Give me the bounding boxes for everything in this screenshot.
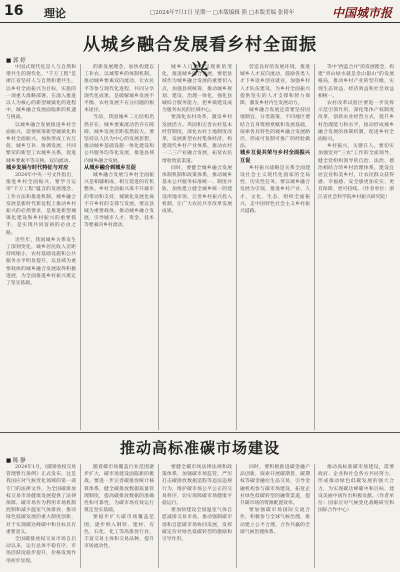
- paragraph: 同时，要健全城乡融合发展体制机制和政策体系，推动城乡基本公共服务标准统一、制度并轨，加快建立健全城乡统一的建设用地市场，完善乡村振兴投入机制，让广大农民共享改革发展成果。: [162, 165, 232, 215]
- column-divider: [236, 464, 237, 568]
- column-divider: [158, 64, 159, 430]
- paragraph: 城乡融合发展还需要坚持因地制宜、分类施策，不同地区要结合自身资源禀赋和发展基础，探索各具特色的城乡融合发展路径，形成可复制可推广的经验做法。: [240, 108, 310, 150]
- paragraph: 中国式现代化是人与自然和谐共生的现代化，"千万工程"是浙江省坚持人与自然和谐共生，以乡村全面振兴为目标，实施的一项重大战略部署。在深入推进以人为核心的新型城镇化的进程中，城乡融合发展面临新的机遇与挑战。: [6, 65, 76, 121]
- paragraph: 等中"西蓝合并"的发展理念，构建"青山绿水就是金山银山"的发展格局，推动乡村产业转型升级，实现生态效益、经济效益和社会效益相统一。: [318, 65, 394, 99]
- paragraph: 要健全碳市场法律法规和政策体系，加强碳市场监管，严厉打击碳排放数据造假等违法违规行为，维护碳市场公平公正的交易秩序，切实保障碳市场健康平稳运行。: [162, 465, 232, 507]
- subheading: 从城乡融合到城乡互促: [84, 164, 136, 171]
- dateline: □2024年7月1日 星期一 □本版编辑 熊 □本版美编 张倚年: [150, 10, 295, 16]
- paragraph: 同时，要积极推进碳金融产品创新，探索开展碳期货、碳期权等碳金融衍生品交易，引导金融机构参与碳市场建设，拓宽企业绿色低碳转型的融资渠道，提升碳市场的资源配置效率。: [240, 465, 310, 507]
- article1-column-5: [318, 64, 394, 430]
- article2-column-5: [318, 464, 394, 568]
- article1-column-3: [162, 64, 232, 430]
- paragraph: 要稳步扩大碳市场覆盖范围，逐步纳入钢铁、建材、有色、石化、化工等高排放行业，丰富交易主体和交易品种，提升市场流动性。: [84, 515, 154, 550]
- paragraph: 全国碳排放权交易市场自启动以来，运行总体平稳有序，市场活跃度稳步提升，价格发现作用初步显现。: [6, 537, 76, 564]
- subheading: 城乡发展与时代特征与对应: [6, 164, 69, 171]
- article1-headline: 从城乡融合发展看乡村全面振兴: [83, 35, 317, 80]
- article1-author: ■ 郭 婷: [6, 58, 26, 64]
- paragraph: 要加快建设全国温室气体自愿减排交易市场，推动强制碳市场和自愿碳市场协同发展，发挥碳定价对绿色低碳转型的激励和引导作用。: [162, 508, 232, 543]
- article2-column-4: [240, 464, 310, 568]
- article-separator: [0, 432, 400, 433]
- paragraph: 城乡人口流动呈现新的变化，推进城乡融合发展，要把县域作为城乡融合发展的重要切入点，加强县域统筹，推动城乡规划、建设、治理一体化，强化县城综合服务能力，把乡镇建设成为服务农民的区域中心。: [162, 65, 232, 114]
- article2-column-2: [84, 464, 154, 568]
- article2-headline: 推动高标准碳市场建设: [119, 439, 280, 457]
- newspaper-logo: 中国城市报: [331, 6, 392, 20]
- paragraph: 以城乡融合发展推进乡村全面振兴，需要统筹新型城镇化和乡村全面振兴，加快形成工农互促、城乡互补、协调发展、共同繁荣的新型工农城乡关系，促进城乡要素平等交换、双向流动。: [6, 122, 76, 164]
- paragraph: 近些年，我国城乡关系发生了深刻变化，城乡居民收入差距持续缩小，农村基础设施和公共服务水平明显提升，以县域为重要载体的城乡融合发展取得积极进展，为全面推进乡村振兴奠定了坚实基础。: [6, 237, 76, 287]
- paragraph: 农村改革试验区要进一步发挥示范引领作用，深化集体产权制度改革，创新农业经营方式，提升乡村治理能力和水平，推动形成城乡融合发展的体制机制，促进乡村全面振兴。: [318, 101, 394, 143]
- article2-column-3: [162, 464, 232, 568]
- column-divider: [80, 64, 81, 430]
- page-header: [0, 0, 400, 23]
- column-divider: [314, 64, 315, 430]
- column-divider: [158, 464, 159, 568]
- column-divider: [314, 464, 315, 568]
- paragraph: 乡村振兴，关键在人。要切实加强党对"三农"工作的全面领导，健全党组织领导的自治、法治、德治相结合的乡村治理体系，建设宜居宜业和美乡村，让农民群众获得感、幸福感、安全感更加充实、更有保障、更可持续。（作者单位：浙江省社会科学院乡村振兴研究院）: [318, 144, 394, 200]
- column-divider: [80, 464, 81, 568]
- paragraph: 的新发展理念，加快构建以工补农、以城带乡的体制机制。推动城乡要素双向流动，让农民平等参与现代化进程、共同分享现代化成果，是破解城乡发展不平衡、农村发展不充分问题的根本途径。: [84, 65, 154, 114]
- paragraph: 要加强碳市场国际交流合作，积极参与全球气候治理，推动建立公平合理、合作共赢的全球气候治理体系。: [240, 508, 310, 535]
- paragraph: 城乡融合发展与乡村全面振兴是相辅相成、相互促进的有机整体。乡村全面振兴离不开城市的带动和支持，城镇化发展也离不开乡村的支撑与发展。要以县城为重要载体，推动城乡融合发展，引导城市人才、资金、技术等要素向乡村流动。: [84, 173, 154, 229]
- subheading: 城乡互促共荣与乡村全面振兴互促: [240, 150, 310, 164]
- paragraph: 随着碳市场覆盖行业范围逐步扩大，碳市场建设面临新的挑战。要进一步完善碳排放统计核算体系，健全碳排放数据质量管理制度，提高碳排放数据的准确性和可靠性，为碳市场有效运行奠定坚实基础。: [84, 465, 154, 514]
- paragraph: 要深化农村改革，激发乡村发展活力。巩固和完善农村基本经营制度，深化农村土地制度改革，发展新型农村集体经济，构建现代乡村产业体系，推动农村一二三产业融合发展，拓宽农民增收致富渠道。: [162, 115, 232, 164]
- article1-column-2: [84, 64, 154, 430]
- paragraph: 2024年中央一号文件指出，推进乡村全面振兴，要学习运用"千万工程"蕴含的发展理念、工作方法和推进机制。城乡融合发展是新时代新征程上推动乡村振兴的必然要求，是推进新型城镇化建设和乡村振兴的重要抓手，是实现共同富裕的必由之路。: [6, 173, 76, 236]
- page-number: 16: [4, 3, 24, 19]
- section-title: 理论: [44, 7, 66, 20]
- paragraph: 当前，我国城乡二元结构仍然存在，城乡要素流动仍存在障碍，城乡发展差距依然较大。要坚持以人民为中心的发展思想，推动城乡基础设施一体化建设和公共服务均等化发展，推进县域内城乡融合发展。: [84, 115, 154, 164]
- article2-column-1: [6, 464, 76, 568]
- paragraph: 2024年1月，《碳排放权交易管理暂行条例》正式发布，这是我国应对气候变化领域的第一部专门的法律文件，为全国碳排放权交易市场健康发展提供了法律保障。碳市场作为利用市场机制控制和减少温室气体排放、推动绿色低碳发展的重大制度创新，对于实现碳达峰碳中和目标具有重要意义。: [6, 465, 76, 535]
- article1-column-1: [6, 64, 76, 430]
- article1-column-4: [240, 64, 310, 430]
- paragraph: 推动高标准碳市场建设，需要政府、企业和社会各方共同努力，形成推动绿色低碳发展的强大合力，为实现碳达峰碳中和目标、建设美丽中国作出积极贡献。（作者单位：国家应对气候变化战略研究和国际合作中心）: [318, 465, 394, 514]
- paragraph: 乡村振兴战略是关系全面建设社会主义现代化国家的全局性、历史性任务。要以城乡融合发展为引领，推进乡村产业、人才、文化、生态、组织全面振兴，走中国特色社会主义乡村振兴道路。: [240, 165, 310, 215]
- paragraph: 营造良好的发展环境，推进城乡人才双向流动，鼓励各类人才下乡返乡创业就业，加强乡村人才队伍建设，为乡村全面振兴提供坚实的人才支撑和智力保障，激发乡村内生发展动力。: [240, 65, 310, 107]
- column-divider: [236, 64, 237, 430]
- article2-author: ■ 陈 静: [6, 458, 26, 464]
